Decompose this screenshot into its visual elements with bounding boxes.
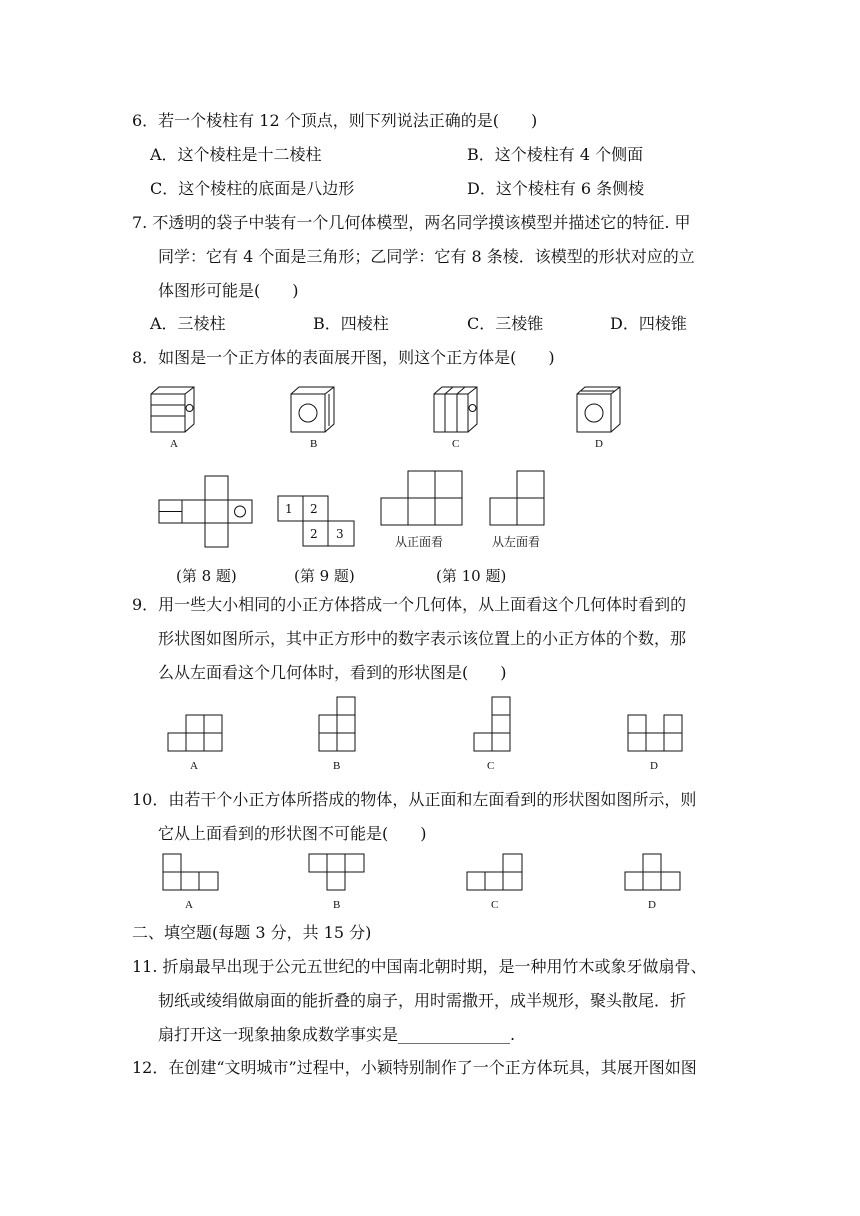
q8-cube-net: [158, 475, 254, 549]
q7-option-a: A．三棱柱: [150, 314, 226, 333]
q8-cube-b: [290, 386, 336, 434]
q11-line1: 11. 折扇最早出现于公元五世纪的中国南北朝时期，是一种用竹木或象牙做扇骨、: [132, 957, 707, 976]
q10-label-d: D: [648, 899, 656, 911]
q10-line2: 它从上面看到的形状图不可能是( ): [158, 824, 427, 843]
q8-stem: 8．如图是一个正方体的表面展开图，则这个正方体是( ): [132, 348, 555, 367]
q6-option-c: C．这个棱柱的底面是八边形: [150, 179, 355, 198]
q10-label-b: B: [333, 899, 341, 911]
q9-cell-3: 2: [310, 527, 318, 541]
q7-option-c: C．三棱锥: [467, 314, 544, 333]
q8-label-d: D: [595, 438, 603, 450]
q11-line3: 扇打开这一现象抽象成数学事实是______________.: [158, 1025, 516, 1044]
q9-cell-1: 1: [285, 502, 293, 516]
q9-option-d-figure: [627, 714, 683, 752]
q10-front-label: 从正面看: [395, 535, 444, 549]
q9-option-a-figure: [167, 714, 223, 752]
caption-q10: (第 10 题): [436, 567, 507, 585]
q7-line1: 7. 不透明的袋子中装有一个几何体模型，两名同学摸该模型并描述它的特征. 甲: [132, 213, 691, 232]
q10-line1: 10．由若干个小正方体所搭成的物体，从正面和左面看到的形状图如图所示，则: [132, 790, 697, 809]
q8-label-a: A: [170, 438, 178, 450]
q10-label-a: A: [185, 899, 193, 911]
q9-label-a: A: [190, 760, 198, 772]
q10-option-b-figure: [308, 853, 366, 891]
q10-front-view: [380, 470, 464, 527]
q12-line1: 12．在创建“文明城市”过程中，小颖特别制作了一个正方体玩具，其展开图如图: [132, 1058, 697, 1077]
q9-cell-4: 3: [336, 527, 344, 541]
q9-cell-2: 2: [310, 502, 318, 516]
q6-option-b: B．这个棱柱有 4 个侧面: [467, 145, 644, 164]
q9-line1: 9．用一些大小相同的小正方体搭成一个几何体，从上面看这个几何体时看到的: [132, 595, 687, 614]
q6-option-d: D．这个棱柱有 6 条侧棱: [467, 179, 645, 198]
q8-cube-a: [150, 386, 196, 434]
q11-line2: 韧纸或绫绢做扇面的能折叠的扇子，用时需撒开，成半规形，聚头散尾．折: [158, 991, 687, 1010]
q9-option-b-figure: [318, 696, 356, 752]
q9-label-c: C: [487, 760, 495, 772]
q8-cube-d: [576, 386, 622, 434]
q7-option-d: D．四棱锥: [610, 314, 687, 333]
q9-line3: 么从左面看这个几何体时，看到的形状图是( ): [158, 663, 507, 682]
q8-label-b: B: [310, 438, 318, 450]
q7-line3: 体图形可能是( ): [158, 281, 299, 300]
q10-option-a-figure: [162, 853, 220, 891]
q9-label-b: B: [333, 760, 341, 772]
q10-option-c-figure: [466, 853, 524, 891]
q6-option-a: A．这个棱柱是十二棱柱: [150, 145, 322, 164]
section2-title: 二、填空题(每题 3 分，共 15 分): [132, 923, 372, 942]
q6-stem: 6．若一个棱柱有 12 个顶点，则下列说法正确的是( ): [132, 111, 538, 130]
q9-label-d: D: [650, 760, 658, 772]
q9-option-c-figure: [473, 696, 511, 752]
q10-label-c: C: [491, 899, 499, 911]
q7-line2: 同学：它有 4 个面是三角形；乙同学：它有 8 条棱．该模型的形状对应的立: [158, 247, 695, 266]
q10-left-view: [489, 470, 547, 527]
q8-cube-c: [433, 386, 479, 434]
q9-line2: 形状图如图所示，其中正方形中的数字表示该位置上的小正方体的个数，那: [158, 629, 687, 648]
q10-left-label: 从左面看: [492, 535, 541, 549]
caption-q9: (第 9 题): [294, 567, 355, 585]
q10-option-d-figure: [624, 853, 682, 891]
q7-option-b: B．四棱柱: [313, 314, 389, 333]
q8-label-c: C: [452, 438, 460, 450]
caption-q8: (第 8 题): [176, 567, 237, 585]
